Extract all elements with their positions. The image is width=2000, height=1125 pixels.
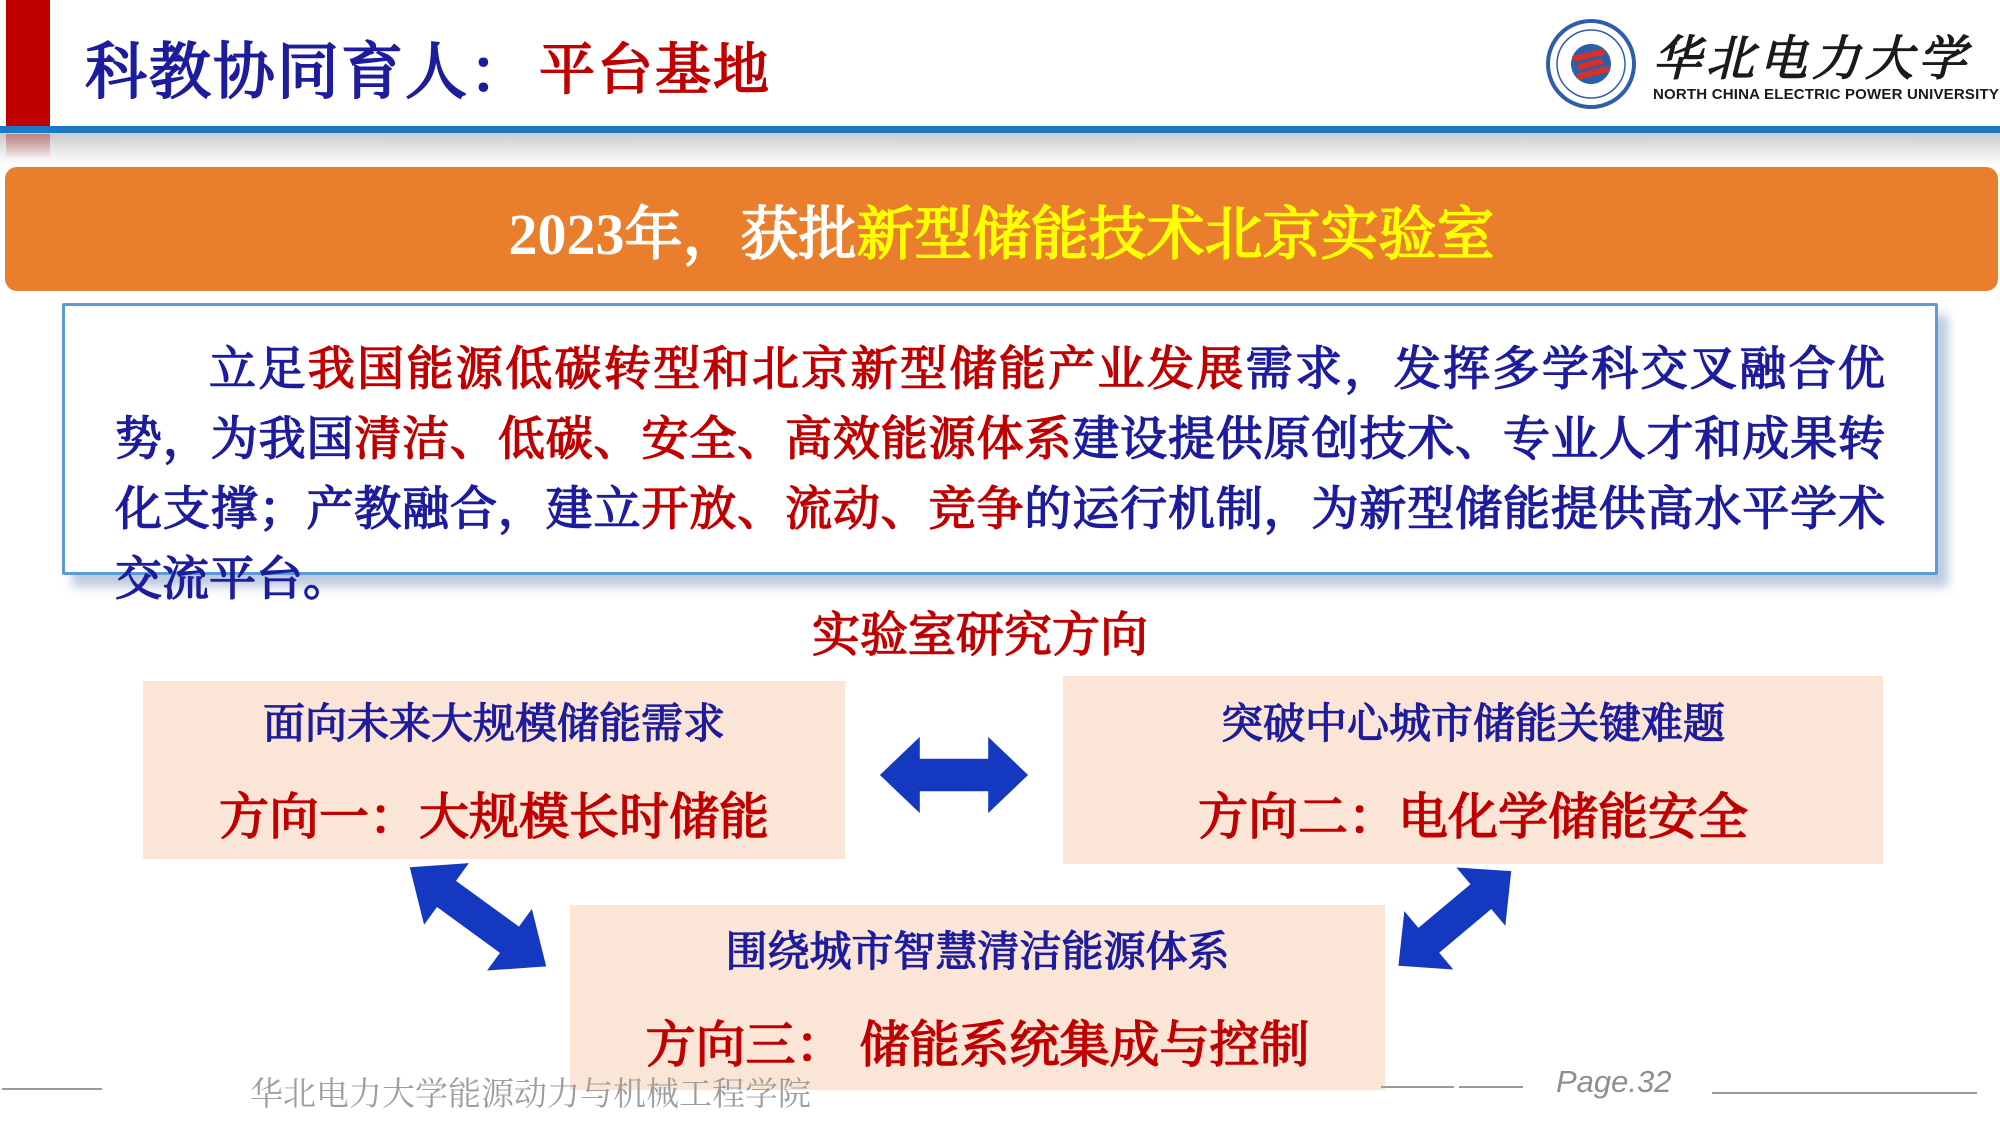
research-directions-heading: 实验室研究方向: [811, 609, 1148, 662]
banner-text-yellow: 新型储能技术北京实验室: [856, 202, 1495, 267]
university-name-en: NORTH CHINA ELECTRIC POWER UNIVERSITY: [1653, 86, 2000, 103]
university-logo: [1545, 12, 2000, 117]
direction-1-theme: 面向未来大规模储能需求: [262, 700, 725, 747]
footer-divider-left: [2, 1088, 102, 1090]
intro-box: [62, 303, 1938, 605]
footer-divider-right: [1712, 1092, 1977, 1094]
intro-segment: 建设提供原创技术、专业人才和成果转化支撑；产教融合，建立: [115, 412, 1886, 535]
footer-department: 华北电力大学能源动力与机械工程学院: [250, 1075, 811, 1112]
header-shade: [0, 133, 2000, 165]
direction-3-theme: 围绕城市智慧清洁能源体系: [725, 927, 1230, 975]
intro-segment: 的运行机制，为新型储能提供高水平学术交流平台。: [115, 482, 1886, 605]
accent-bar: [6, 0, 50, 127]
direction-3-title: 方向三： 储能系统集成与控制: [645, 1016, 1310, 1073]
intro-segment: 立足: [209, 342, 308, 395]
direction-box-2: [1063, 676, 1883, 864]
direction-2-theme: 突破中心城市储能关键难题: [1220, 700, 1725, 747]
footer-divider-mid-1: [1381, 1086, 1454, 1088]
double-arrow-horizontal-icon: [878, 735, 1030, 815]
direction-1-title: 方向一：大规模长时储能: [219, 789, 769, 845]
page-title: [85, 24, 771, 108]
page-number: Page.32: [1556, 1064, 1672, 1099]
university-emblem-icon: [1545, 18, 1637, 110]
direction-box-1: [143, 681, 845, 859]
approval-banner: [5, 167, 1998, 291]
university-name-cn: 华北电力大学: [1653, 33, 1972, 86]
page-title-sub: 平台基地: [539, 38, 772, 101]
intro-segment-highlight: 开放、流动、竞争: [641, 482, 1025, 535]
banner-text-white: 2023年，获批: [508, 202, 857, 267]
intro-segment-highlight: 我国能源低碳转型和北京新型储能产业发展: [307, 342, 1246, 395]
direction-box-3: [570, 905, 1385, 1090]
footer-divider-mid-2: [1459, 1086, 1523, 1088]
intro-segment: 需求，发挥多学科交叉融合优势，为我国: [115, 342, 1886, 465]
header-divider: [0, 126, 2000, 133]
page-title-main: 科教协同育人：: [85, 37, 534, 107]
intro-paragraph: [65, 306, 1935, 614]
direction-2-title: 方向二：电化学储能安全: [1198, 789, 1748, 845]
intro-segment-highlight: 清洁、低碳、安全、高效能源体系: [354, 412, 1073, 465]
